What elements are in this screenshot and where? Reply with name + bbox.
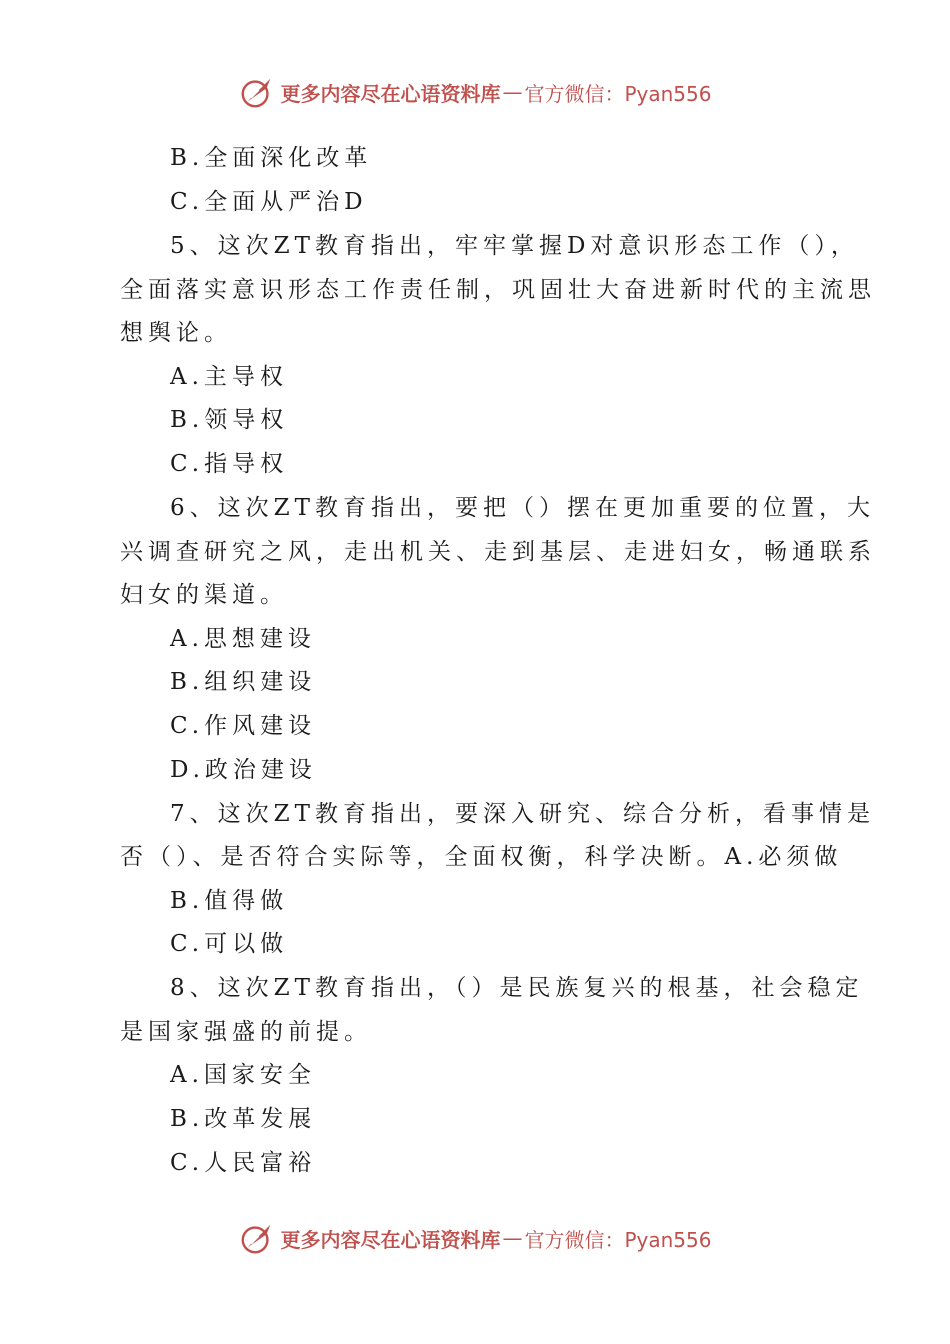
question-7-line-1: 7、这次ZT教育指出，要深入研究、综合分析，看事情是 <box>170 801 875 827</box>
header-wechat-id: 官方微信：Pyan556 <box>524 81 712 106</box>
option-c-q5: C.指导权 <box>170 451 289 477</box>
option-d-q6: D.政治建设 <box>170 757 317 783</box>
option-c-q6: C.作风建设 <box>170 713 317 739</box>
option-a-q6: A.思想建设 <box>170 626 316 652</box>
option-c-q8: C.人民富裕 <box>170 1150 317 1176</box>
option-b-q8: B.改革发展 <box>170 1106 317 1132</box>
option-b-q7: B.值得做 <box>170 888 289 914</box>
question-8-line-2: 是国家强盛的前提。 <box>120 1019 372 1045</box>
header-banner-inner <box>238 73 711 111</box>
option-a-q5: A.主导权 <box>170 364 288 390</box>
footer-banner-separator: — <box>502 1226 523 1250</box>
question-5-line-3: 想舆论。 <box>120 320 232 346</box>
footer-banner-inner <box>238 1219 711 1257</box>
question-7-line-2: 否（）、是否符合实际等，全面权衡，科学决断。A.必须做 <box>120 844 843 870</box>
question-5-line-2: 全面落实意识形态工作责任制，巩固壮大奋进新时代的主流思 <box>120 277 876 303</box>
question-6-line-2: 兴调查研究之风，走出机关、走到基层、走进妇女，畅通联系 <box>120 539 876 565</box>
question-8-line-1: 8、这次ZT教育指出，（）是民族复兴的根基，社会稳定 <box>170 975 864 1001</box>
question-6-line-1: 6、这次ZT教育指出，要把（）摆在更加重要的位置，大 <box>170 495 875 521</box>
header-banner <box>0 70 950 114</box>
option-b-q4: B.全面深化改革 <box>170 145 373 171</box>
header-banner-separator: — <box>502 80 523 104</box>
quill-logo-icon <box>238 1219 276 1257</box>
option-a-q8: A.国家安全 <box>170 1062 316 1088</box>
quill-logo-icon <box>238 73 276 111</box>
option-b-q5: B.领导权 <box>170 407 289 433</box>
option-c-q7: C.可以做 <box>170 931 289 957</box>
footer-banner-text: 更多内容尽在心语资料库 <box>280 1227 501 1252</box>
question-6-line-3: 妇女的渠道。 <box>120 582 288 608</box>
question-5-line-1: 5、这次ZT教育指出，牢牢掌握D对意识形态工作（）， <box>170 233 859 259</box>
option-b-q6: B.组织建设 <box>170 669 317 695</box>
footer-banner <box>0 1216 950 1260</box>
footer-wechat-id: 官方微信：Pyan556 <box>524 1227 712 1252</box>
option-c-q4: C.全面从严治D <box>170 189 368 215</box>
header-banner-text: 更多内容尽在心语资料库 <box>280 81 501 106</box>
